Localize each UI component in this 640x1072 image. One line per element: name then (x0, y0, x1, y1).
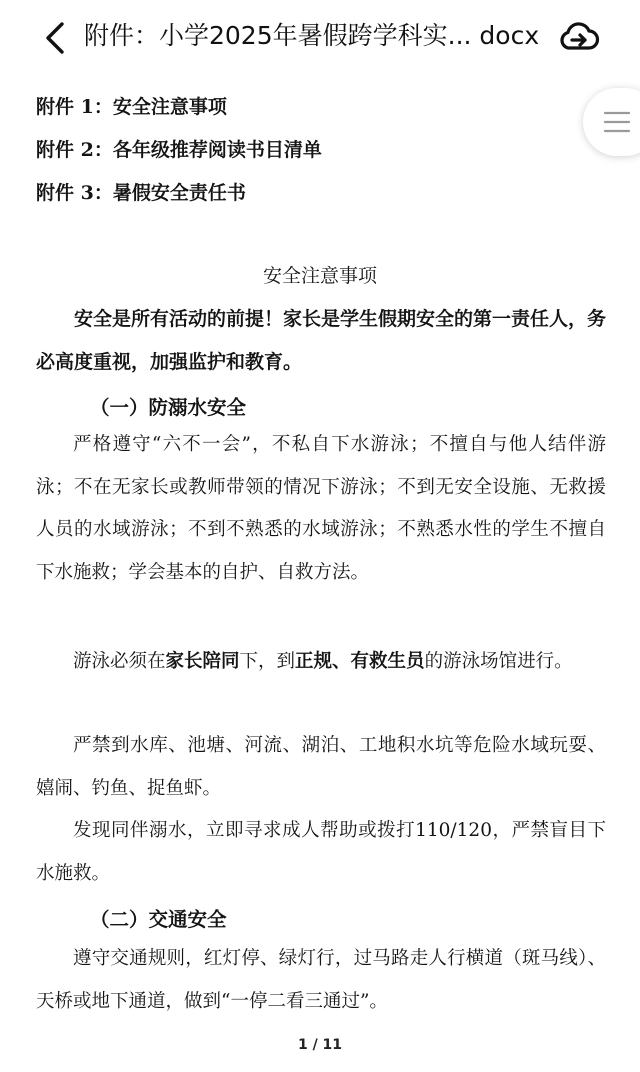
hamburger-menu-icon (603, 108, 631, 136)
swim-p2-emphasis-parent: 家长陪同 (165, 651, 240, 672)
attachment-item-3: 附件 3：暑假安全责任书 (36, 182, 246, 204)
back-button[interactable] (36, 18, 76, 58)
traffic-paragraph-1: 遵守交通规则，红灯停、绿灯行，过马路走人行横道（斑马线）、天桥或地下通道，做到“一停二看三通过”。 (36, 948, 606, 1012)
chevron-left-icon (36, 18, 76, 58)
document-title: 附件：小学2025年暑假跨学科实... docx (84, 21, 540, 50)
attachment-item-1: 附件 1：安全注意事项 (36, 96, 227, 118)
swim-safety-heading: （一）防溺水安全 (90, 396, 247, 419)
share-button[interactable] (556, 14, 602, 60)
swim-p2-emphasis-venue: 正规、有救生员 (295, 651, 425, 672)
intro-paragraph: 安全是所有活动的前提！家长是学生假期安全的第一责任人，务必高度重视，加强监护和教育。 (36, 308, 607, 373)
page-indicator: 1 / 11 (297, 1037, 343, 1053)
swim-paragraph-3: 严禁到水库、池塘、河流、湖泊、工地积水坑等危险水域玩耍、嬉闹、钓鱼、捉鱼虾。 (36, 735, 606, 799)
section-title: 安全注意事项 (262, 265, 377, 287)
swim-p2-text-e: 的游泳场馆进行。 (424, 651, 573, 672)
cloud-upload-icon (556, 14, 602, 60)
outline-menu-button[interactable] (583, 88, 640, 156)
attachment-item-2: 附件 2：各年级推荐阅读书目清单 (36, 139, 322, 161)
traffic-safety-heading: （二）交通安全 (90, 908, 227, 931)
swim-paragraph-4: 发现同伴溺水，立即寻求成人帮助或拨打110/120，严禁盲目下水施救。 (36, 820, 606, 884)
top-bar (0, 0, 640, 72)
swim-p2-text-a: 游泳必须在 (73, 651, 166, 672)
swim-paragraph-1: 严格遵守“六不一会”，不私自下水游泳；不擅自与他人结伴游泳；不在无家长或教师带领的情况下游泳；不到无安全设施、无救援人员的水域游泳；不到不熟悉的水域游泳；不熟悉水性的学生不擅自下水施救；学会基本的自护、自救方法。 (36, 434, 606, 583)
swim-p2-text-c: 下，到 (239, 651, 296, 672)
swim-paragraph-2 (36, 641, 606, 684)
